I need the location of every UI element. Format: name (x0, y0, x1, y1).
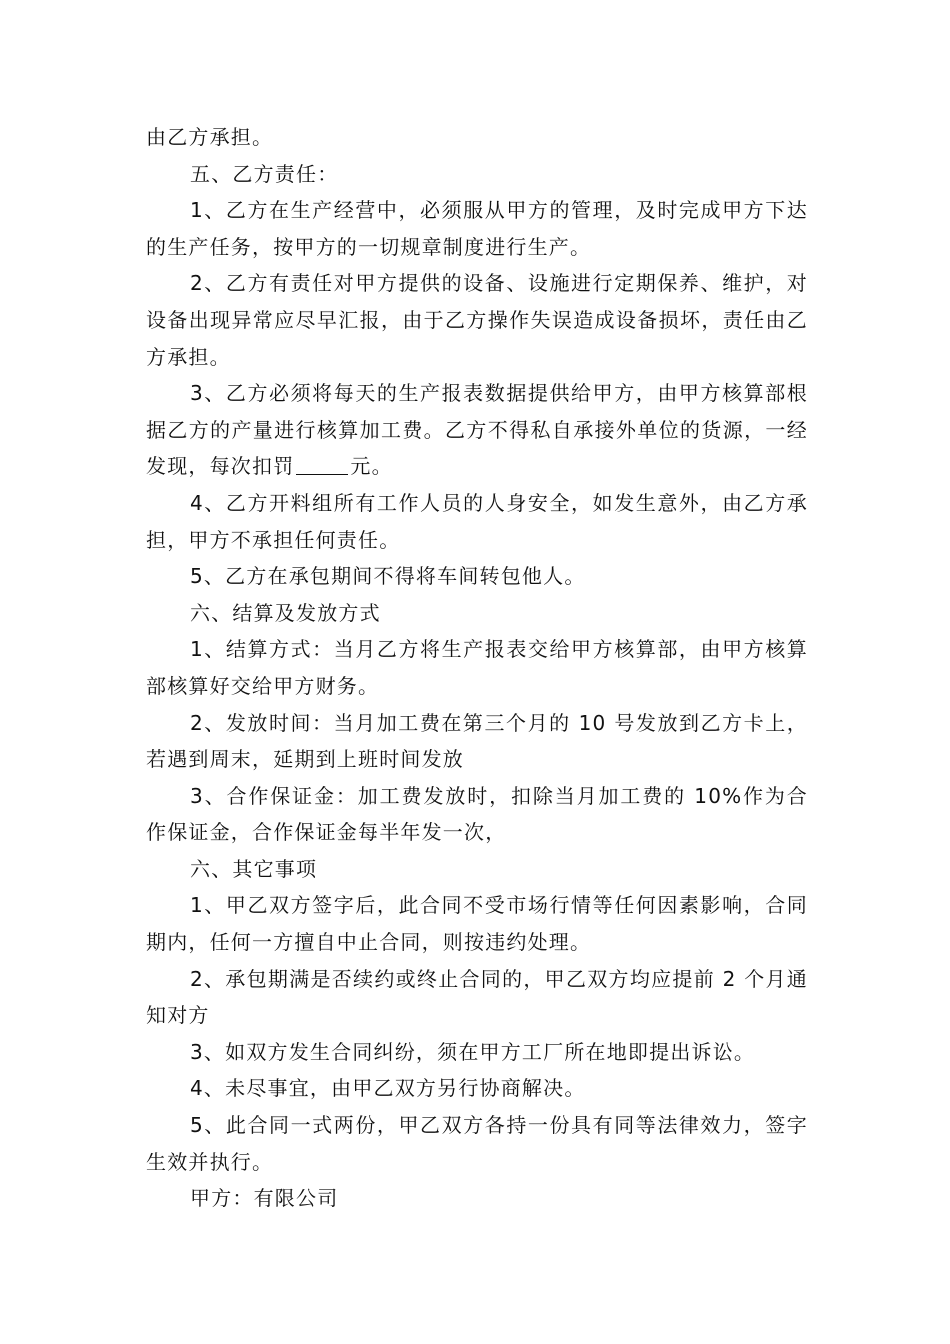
clause-6-2: 2、发放时间：当月加工费在第三个月的 10 号发放到乙方卡上，若遇到周末，延期到上班时间发放 (146, 710, 808, 772)
clause-7-4: 4、未尽事宜，由甲乙双方另行协商解决。 (190, 1076, 586, 1101)
section-heading-party-b-duties: 五、乙方责任： (190, 161, 339, 186)
clause-6-3: 3、合作保证金：加工费发放时，扣除当月加工费的 10%作为合作保证金，合作保证金每半年发一次， (146, 783, 808, 845)
section-heading-other-matters: 六、其它事项 (190, 856, 318, 881)
clause-5-3 (146, 375, 808, 485)
paragraph-continuation: 由乙方承担。 (146, 125, 274, 149)
clause-7-2: 2、承包期满是否续约或终止合同的，甲乙双方均应提前 2 个月通知对方 (146, 966, 808, 1028)
document-body (146, 119, 808, 1217)
clause-5-2: 2、乙方有责任对甲方提供的设备、设施进行定期保养、维护，对设备出现异常应尽早汇报，由于乙方操作失误造成设备损坏，责任由乙方承担。 (146, 271, 808, 369)
clause-7-5: 5、此合同一式两份，甲乙双方各持一份具有同等法律效力，签字生效并执行。 (146, 1113, 808, 1174)
clause-5-4: 4、乙方开料组所有工作人员的人身安全，如发生意外，由乙方承担，甲方不承担任何责任。 (146, 490, 808, 552)
clause-5-1: 1、乙方在生产经营中，必须服从甲方的管理，及时完成甲方下达的生产任务，按甲方的一切规章制度进行生产。 (146, 198, 808, 259)
clause-5-3-text: 3、乙方必须将每天的生产报表数据提供给甲方，由甲方核算部根据乙方的产量进行核算加工费。乙方不得私自承接外单位的货源，一经发现，每次扣罚 (146, 381, 808, 479)
penalty-amount-blank (296, 454, 348, 475)
clause-5-3-suffix: 元。 (350, 454, 393, 479)
section-heading-settlement: 六、结算及发放方式 (190, 600, 381, 625)
clause-5-5: 5、乙方在承包期间不得将车间转包他人。 (190, 564, 586, 589)
clause-6-1: 1、结算方式：当月乙方将生产报表交给甲方核算部，由甲方核算部核算好交给甲方财务。 (146, 637, 808, 698)
clause-7-3: 3、如双方发生合同纠纷，须在甲方工厂所在地即提出诉讼。 (190, 1039, 756, 1064)
party-a-signature-line: 甲方：有限公司 (190, 1186, 339, 1211)
clause-7-1: 1、甲乙双方签字后，此合同不受市场行情等任何因素影响，合同期内，任何一方擅自中止合同，则按违约处理。 (146, 893, 808, 955)
